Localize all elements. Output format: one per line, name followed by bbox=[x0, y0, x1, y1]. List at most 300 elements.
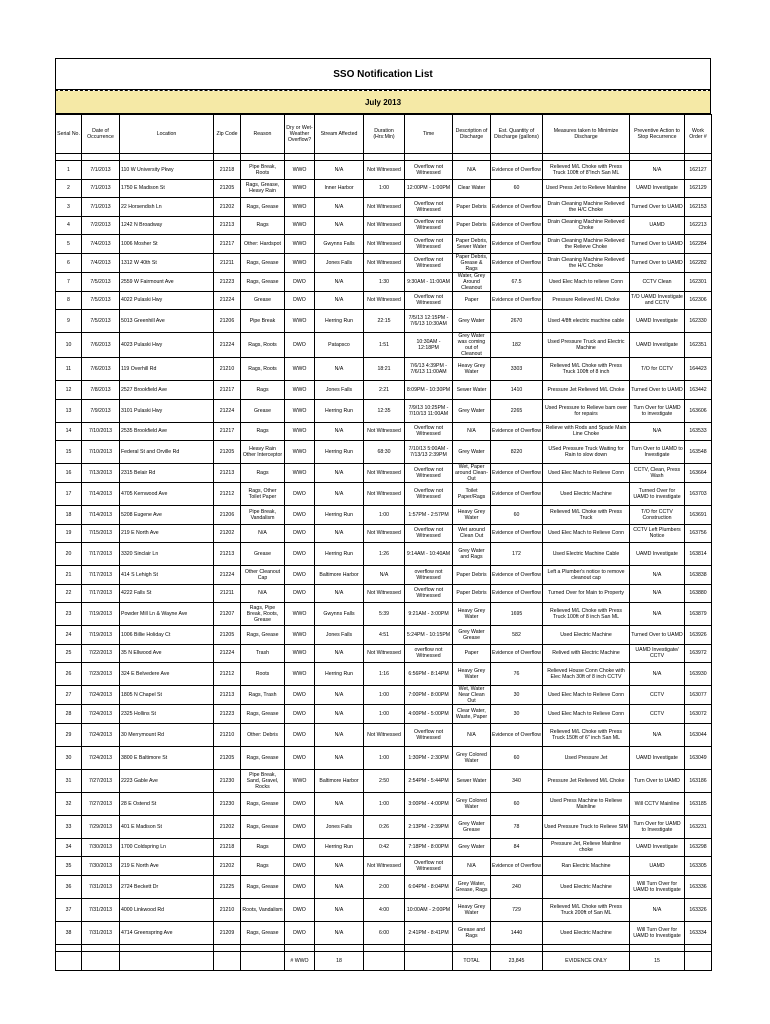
table-cell: Used Pressure Truck and Electric Machine bbox=[543, 333, 630, 358]
table-cell: 110 W University Pkwy bbox=[120, 161, 214, 180]
table-cell: N/A bbox=[315, 875, 364, 898]
table-cell: 15 bbox=[56, 441, 82, 464]
table-cell: 4:00PM - 5:00PM bbox=[405, 705, 453, 724]
table-cell: Not Witnessed bbox=[364, 644, 405, 663]
empty-cell bbox=[630, 944, 685, 951]
table-cell: N/A bbox=[315, 524, 364, 543]
table-cell: overflow not Witnessed bbox=[405, 566, 453, 585]
table-cell: 26 bbox=[56, 663, 82, 686]
table-row bbox=[56, 310, 712, 333]
table-cell: N/A bbox=[453, 422, 491, 441]
table-cell: Will CCTV Mainline bbox=[630, 792, 685, 815]
table-cell: 28 E Ostend St bbox=[120, 792, 214, 815]
table-cell: T/O UAMD Investigate and CCTV bbox=[630, 291, 685, 310]
table-cell: Overflow not Witnessed bbox=[405, 198, 453, 217]
table-cell: 6:56PM - 8:14PM bbox=[405, 663, 453, 686]
table-cell: Will Turn Over for UAMD to Investigate bbox=[630, 921, 685, 944]
table-cell: Rags bbox=[241, 216, 285, 235]
table-cell: 30 bbox=[491, 686, 543, 705]
table-row bbox=[56, 441, 712, 464]
table-cell: Evidence of Overflow bbox=[491, 483, 543, 506]
table-cell: 163880 bbox=[685, 584, 712, 603]
table-cell: 162129 bbox=[685, 179, 712, 198]
table-cell: Pipe Break, Vandalism bbox=[241, 506, 285, 525]
table-cell: Used Pressure Truck to Relieve SIM bbox=[543, 815, 630, 838]
table-cell: 21209 bbox=[214, 921, 241, 944]
table-cell: Jones Falls bbox=[315, 253, 364, 272]
table-cell: 60 bbox=[491, 792, 543, 815]
sso-notification-sheet bbox=[55, 58, 711, 971]
table-cell: 7/8/2013 bbox=[82, 381, 120, 400]
table-cell: N/A bbox=[315, 161, 364, 180]
table-cell: N/A bbox=[453, 161, 491, 180]
table-cell: Used 4/8ft electric machine cable bbox=[543, 310, 630, 333]
table-row bbox=[56, 399, 712, 422]
table-cell: UAMD Investigate/ CCTV bbox=[630, 644, 685, 663]
table-cell: 163548 bbox=[685, 441, 712, 464]
table-row bbox=[56, 235, 712, 254]
table-cell: DWO bbox=[285, 723, 315, 746]
table-cell: 6:04PM - 8:04PM bbox=[405, 875, 453, 898]
table-cell: 68:30 bbox=[364, 441, 405, 464]
table-cell: overflow not Witnessed bbox=[405, 644, 453, 663]
table-cell: 21202 bbox=[214, 524, 241, 543]
table-cell: 19 bbox=[56, 524, 82, 543]
table-cell: 7/10/13 5:00AM - 7/13/13 2:39PM bbox=[405, 441, 453, 464]
table-cell: Rags, Grease bbox=[241, 272, 285, 291]
table-cell: Grey Water, Grease, Rags bbox=[453, 875, 491, 898]
table-cell: 21205 bbox=[214, 179, 241, 198]
table-cell: Relieved M/L Choke with Press Truck 100ft of 8 inch San ML bbox=[543, 603, 630, 626]
table-cell: Relieved House Conn Choke with Elec Mach 30ft of 8 inch CCTV bbox=[543, 663, 630, 686]
table-cell: Overflow not Witnessed bbox=[405, 422, 453, 441]
table-cell: Turned Over to UAMD bbox=[630, 381, 685, 400]
empty-cell bbox=[285, 944, 315, 951]
table-cell: 7/10/2013 bbox=[82, 441, 120, 464]
table-cell: 163879 bbox=[685, 603, 712, 626]
table-row bbox=[56, 644, 712, 663]
table-cell: 2559 W Fairmount Ave bbox=[120, 272, 214, 291]
table-cell: 7/31/2013 bbox=[82, 898, 120, 921]
table-cell: Grey Water and Rags bbox=[453, 543, 491, 566]
table-cell: WWO bbox=[285, 161, 315, 180]
table-cell: 1:51 bbox=[364, 333, 405, 358]
table-cell: Grey Water was coming out of Cleanout bbox=[453, 333, 491, 358]
table-cell: CCTV, Clean, Press Wash bbox=[630, 464, 685, 483]
empty-cell bbox=[56, 944, 82, 951]
table-cell: 219 E North Ave bbox=[120, 524, 214, 543]
table-cell: Federal St and Orville Rd bbox=[120, 441, 214, 464]
table-cell: 172 bbox=[491, 543, 543, 566]
table-cell: 162351 bbox=[685, 333, 712, 358]
table-cell: 21230 bbox=[214, 792, 241, 815]
table-cell: 3303 bbox=[491, 358, 543, 381]
table-row bbox=[56, 626, 712, 645]
table-cell: 21224 bbox=[214, 333, 241, 358]
table-cell: Turned Over for UAMD to investigate bbox=[630, 483, 685, 506]
table-cell: 7/1/2013 bbox=[82, 198, 120, 217]
table-cell: DWO bbox=[285, 815, 315, 838]
table-cell: 9 bbox=[56, 310, 82, 333]
table-cell: 163077 bbox=[685, 686, 712, 705]
table-cell: N/A bbox=[453, 857, 491, 876]
table-cell: Evidence of Overflow bbox=[491, 584, 543, 603]
table-cell: Overflow not Witnessed bbox=[405, 216, 453, 235]
table-cell: 6:00 bbox=[364, 921, 405, 944]
table-cell: Not Witnessed bbox=[364, 524, 405, 543]
table-cell: 163298 bbox=[685, 838, 712, 857]
table-cell: Overflow not Witnessed bbox=[405, 235, 453, 254]
table-cell: Grease and Rags bbox=[453, 921, 491, 944]
table-row bbox=[56, 179, 712, 198]
summary-row bbox=[56, 951, 712, 970]
table-cell: 163231 bbox=[685, 815, 712, 838]
table-cell: Not Witnessed bbox=[364, 291, 405, 310]
table-cell: 2:41PM - 8:41PM bbox=[405, 921, 453, 944]
column-header: Zip Code bbox=[214, 115, 241, 154]
table-cell: 8220 bbox=[491, 441, 543, 464]
table-cell: N/A bbox=[630, 723, 685, 746]
table-cell: 21224 bbox=[214, 399, 241, 422]
table-cell: Rags, Other Toilet Paper bbox=[241, 483, 285, 506]
empty-cell bbox=[315, 944, 364, 951]
table-cell: Not Witnessed bbox=[364, 253, 405, 272]
table-cell: 324 E Belvedere Ave bbox=[120, 663, 214, 686]
table-cell: UAMD Investigate bbox=[630, 333, 685, 358]
table-row bbox=[56, 857, 712, 876]
empty-cell bbox=[56, 154, 82, 161]
table-cell: Herring Run bbox=[315, 441, 364, 464]
table-cell: Jones Falls bbox=[315, 626, 364, 645]
table-cell: Paper Debris, Grease & Rags bbox=[453, 253, 491, 272]
table-cell: WWO bbox=[285, 358, 315, 381]
table-cell: 5:24PM - 10:15PM bbox=[405, 626, 453, 645]
table-cell: Clear Water, Waste, Paper bbox=[453, 705, 491, 724]
table-cell: 6 bbox=[56, 253, 82, 272]
table-cell: N/A bbox=[315, 584, 364, 603]
table-cell: 2724 Beckett Dr bbox=[120, 875, 214, 898]
table-row bbox=[56, 584, 712, 603]
column-header: Work Order # bbox=[685, 115, 712, 154]
table-cell: Evidence of Overflow bbox=[491, 524, 543, 543]
table-cell: 33 bbox=[56, 815, 82, 838]
table-cell: 5208 Eugene Ave bbox=[120, 506, 214, 525]
table-cell: Overflow not Witnessed bbox=[405, 723, 453, 746]
table-cell: N/A bbox=[630, 603, 685, 626]
table-cell: Rags bbox=[241, 381, 285, 400]
table-cell: 5 bbox=[56, 235, 82, 254]
table-row bbox=[56, 921, 712, 944]
empty-cell bbox=[685, 951, 712, 970]
table-cell: 7/24/2013 bbox=[82, 705, 120, 724]
table-cell: 2:13PM - 2:39PM bbox=[405, 815, 453, 838]
column-header: Stream Affected bbox=[315, 115, 364, 154]
table-cell: WWO bbox=[285, 626, 315, 645]
table-cell: 7/24/2013 bbox=[82, 686, 120, 705]
table-cell: 21202 bbox=[214, 815, 241, 838]
table-row bbox=[56, 686, 712, 705]
table-cell: 7/5/2013 bbox=[82, 272, 120, 291]
table-cell: WWO bbox=[285, 310, 315, 333]
table-cell: DWO bbox=[285, 746, 315, 769]
table-cell: 163326 bbox=[685, 898, 712, 921]
table-cell: 2265 bbox=[491, 399, 543, 422]
table-cell: N/A bbox=[453, 723, 491, 746]
table-cell: Rags, Grease bbox=[241, 198, 285, 217]
empty-cell bbox=[405, 944, 453, 951]
table-cell: Roots, Vandalism bbox=[241, 898, 285, 921]
table-cell: 1700 Coldspring Ln bbox=[120, 838, 214, 857]
table-cell: Water, Grey Around Cleanout bbox=[453, 272, 491, 291]
table-cell: 401 E Madison St bbox=[120, 815, 214, 838]
table-cell: 7/31/2013 bbox=[82, 921, 120, 944]
table-cell: 30 bbox=[491, 705, 543, 724]
table-cell: 21212 bbox=[214, 483, 241, 506]
table-cell: N/A bbox=[315, 644, 364, 663]
table-cell: N/A bbox=[315, 216, 364, 235]
table-cell: Grey Water bbox=[453, 441, 491, 464]
table-cell: N/A bbox=[630, 663, 685, 686]
table-cell: 9:30AM - 11:00AM bbox=[405, 272, 453, 291]
table-cell: Heavy Grey Water bbox=[453, 663, 491, 686]
table-cell: 3101 Pulaski Hwy bbox=[120, 399, 214, 422]
table-cell: Inner Harbor bbox=[315, 179, 364, 198]
table-cell: 1695 bbox=[491, 603, 543, 626]
table-cell: 2:50 bbox=[364, 769, 405, 792]
table-cell: 7/14/2013 bbox=[82, 483, 120, 506]
table-cell: N/A bbox=[630, 898, 685, 921]
table-cell: Not Witnessed bbox=[364, 483, 405, 506]
table-cell: 7/15/2013 bbox=[82, 524, 120, 543]
table-cell: 1 bbox=[56, 161, 82, 180]
table-cell: 163756 bbox=[685, 524, 712, 543]
table-cell: 162153 bbox=[685, 198, 712, 217]
table-cell: 2315 Belair Rd bbox=[120, 464, 214, 483]
table-cell: 1:30 bbox=[364, 272, 405, 291]
table-row bbox=[56, 898, 712, 921]
table-cell: 2325 Hollins St bbox=[120, 705, 214, 724]
table-cell: 16 bbox=[56, 464, 82, 483]
table-cell: Rags, Roots bbox=[241, 358, 285, 381]
table-cell: 7/17/2013 bbox=[82, 566, 120, 585]
table-cell: 4 bbox=[56, 216, 82, 235]
table-cell: 14 bbox=[56, 422, 82, 441]
table-cell: Relived with Electric Machine bbox=[543, 644, 630, 663]
table-cell: 162330 bbox=[685, 310, 712, 333]
empty-cell bbox=[241, 951, 285, 970]
table-cell: DWO bbox=[285, 291, 315, 310]
table-cell: 7/31/2013 bbox=[82, 875, 120, 898]
table-row bbox=[56, 723, 712, 746]
table-cell: Rags, Grease bbox=[241, 746, 285, 769]
empty-cell bbox=[214, 154, 241, 161]
table-cell: Heavy Rain Other Interceptor bbox=[241, 441, 285, 464]
table-cell: 10 bbox=[56, 333, 82, 358]
table-cell: N/A bbox=[315, 705, 364, 724]
table-cell: UAMD Investigate bbox=[630, 543, 685, 566]
table-cell: Rags, Grease bbox=[241, 815, 285, 838]
table-cell: 21205 bbox=[214, 746, 241, 769]
table-cell: Turned Over for Main to Property bbox=[543, 584, 630, 603]
table-cell: Roots bbox=[241, 663, 285, 686]
table-cell: 2535 Brookfield Ave bbox=[120, 422, 214, 441]
table-cell: 2:54PM - 5:44PM bbox=[405, 769, 453, 792]
table-cell: Evidence of Overflow bbox=[491, 723, 543, 746]
table-body bbox=[56, 154, 712, 971]
table-row bbox=[56, 358, 712, 381]
table-cell: Drain Cleaning Machine Relieved the Relieve Choke bbox=[543, 235, 630, 254]
empty-cell bbox=[120, 951, 214, 970]
table-cell: CCTV Left Plumbers Notice bbox=[630, 524, 685, 543]
table-cell: 21213 bbox=[214, 543, 241, 566]
table-cell: 21225 bbox=[214, 875, 241, 898]
table-cell: N/A bbox=[630, 422, 685, 441]
table-cell: 34 bbox=[56, 838, 82, 857]
table-cell: Pressure Jet, Relieve Mainline choke bbox=[543, 838, 630, 857]
table-cell: DWO bbox=[285, 524, 315, 543]
table-cell: Turn Over for UAMD to Investigate bbox=[630, 815, 685, 838]
table-cell: 30 Merrymount Rd bbox=[120, 723, 214, 746]
table-cell: Jones Falls bbox=[315, 815, 364, 838]
table-cell: 1:00 bbox=[364, 686, 405, 705]
table-cell: Overflow not Witnessed bbox=[405, 857, 453, 876]
table-cell: 3320 Sinclair Ln bbox=[120, 543, 214, 566]
table-cell: DWO bbox=[285, 506, 315, 525]
table-cell: Herring Run bbox=[315, 838, 364, 857]
table-cell: Not Witnessed bbox=[364, 161, 405, 180]
table-cell: 18 bbox=[56, 506, 82, 525]
table-cell: Overflow not Witnessed bbox=[405, 464, 453, 483]
table-cell: Used Elec Mach to Relieve Conn bbox=[543, 464, 630, 483]
table-row bbox=[56, 272, 712, 291]
table-cell: 21211 bbox=[214, 253, 241, 272]
table-cell: N/A bbox=[315, 464, 364, 483]
empty-cell bbox=[491, 944, 543, 951]
table-cell: 60 bbox=[491, 746, 543, 769]
table-cell: DWO bbox=[285, 483, 315, 506]
table-cell: 7/10/2013 bbox=[82, 422, 120, 441]
table-cell: Rags, Grease bbox=[241, 705, 285, 724]
table-cell: DWO bbox=[285, 705, 315, 724]
table-cell: Used Electric Machine Cable bbox=[543, 543, 630, 566]
table-cell: 21223 bbox=[214, 705, 241, 724]
table-cell: 1805 N Chapel St bbox=[120, 686, 214, 705]
table-cell: 3:00PM - 4:00PM bbox=[405, 792, 453, 815]
table-cell: 21230 bbox=[214, 769, 241, 792]
table-cell: 21224 bbox=[214, 566, 241, 585]
table-cell: 9:21AM - 3:00PM bbox=[405, 603, 453, 626]
table-cell: 37 bbox=[56, 898, 82, 921]
table-cell: 219 E North Ave bbox=[120, 857, 214, 876]
table-cell: Evidence of Overflow bbox=[491, 644, 543, 663]
table-cell: 21211 bbox=[214, 584, 241, 603]
empty-cell bbox=[405, 154, 453, 161]
empty-cell bbox=[82, 154, 120, 161]
table-cell: Baltimore Harbor bbox=[315, 566, 364, 585]
table-cell: 162306 bbox=[685, 291, 712, 310]
table-cell: Evidence of Overflow bbox=[491, 253, 543, 272]
spacer-row bbox=[56, 944, 712, 951]
table-cell: 582 bbox=[491, 626, 543, 645]
table-cell: 17 bbox=[56, 483, 82, 506]
table-cell: Paper Debris bbox=[453, 198, 491, 217]
table-cell: 4000 Linkwood Rd bbox=[120, 898, 214, 921]
table-cell: 32 bbox=[56, 792, 82, 815]
column-header: Date of Occurrence bbox=[82, 115, 120, 154]
table-cell: 1006 Billie Holiday Ct bbox=[120, 626, 214, 645]
table-cell: WWO bbox=[285, 179, 315, 198]
table-cell: N/A bbox=[315, 291, 364, 310]
table-cell: Paper Debris, Sewer Water bbox=[453, 235, 491, 254]
table-cell: UAMD Investigate bbox=[630, 310, 685, 333]
table-cell: 21218 bbox=[214, 161, 241, 180]
table-cell: 7/2/2013 bbox=[82, 216, 120, 235]
table-cell: 163930 bbox=[685, 663, 712, 686]
table-cell: 76 bbox=[491, 663, 543, 686]
table-row bbox=[56, 524, 712, 543]
table-cell: Left a Plumber's notice to remove cleanout cap bbox=[543, 566, 630, 585]
table-cell: Evidence of Overflow bbox=[491, 161, 543, 180]
table-cell: Paper bbox=[453, 291, 491, 310]
table-cell: 7/6/13 4:39PM - 7/6/13 11:00AM bbox=[405, 358, 453, 381]
table-cell: DWO bbox=[285, 857, 315, 876]
table-cell: Wet, Water Near Clean Out bbox=[453, 686, 491, 705]
table-cell: 7/4/2013 bbox=[82, 253, 120, 272]
table-cell: WWO bbox=[285, 464, 315, 483]
table-cell: N/A bbox=[315, 921, 364, 944]
table-cell: Paper Debris bbox=[453, 566, 491, 585]
table-cell: 22:15 bbox=[364, 310, 405, 333]
empty-cell bbox=[82, 951, 120, 970]
empty-cell bbox=[685, 154, 712, 161]
table-cell: 7/19/2013 bbox=[82, 626, 120, 645]
column-header: Description of Discharge bbox=[453, 115, 491, 154]
table-cell: Drain Cleaning Machine Relieved the H/C Choke bbox=[543, 253, 630, 272]
table-cell: 162213 bbox=[685, 216, 712, 235]
table-cell: Rags, Roots bbox=[241, 333, 285, 358]
table-cell: 21224 bbox=[214, 291, 241, 310]
table-cell: Pressure Relieved ML Choke bbox=[543, 291, 630, 310]
table-cell: 7/9/13 10:25PM - 7/10/13 11:00AM bbox=[405, 399, 453, 422]
empty-cell bbox=[364, 154, 405, 161]
empty-cell bbox=[364, 944, 405, 951]
table-cell: Turn Over for UAMD to investigate bbox=[630, 399, 685, 422]
table-cell: 4222 Falls St bbox=[120, 584, 214, 603]
table-cell: 24 bbox=[56, 626, 82, 645]
table-cell: WWO bbox=[285, 663, 315, 686]
table-cell: N/A bbox=[315, 898, 364, 921]
column-header: Preventive Action to Stop Recurrence bbox=[630, 115, 685, 154]
table-cell: 21205 bbox=[214, 441, 241, 464]
column-header: Time bbox=[405, 115, 453, 154]
table-cell: 36 bbox=[56, 875, 82, 898]
document-title: SSO Notification List bbox=[55, 58, 711, 90]
table-cell: 0:26 bbox=[364, 815, 405, 838]
table-cell: Other: Hardspot bbox=[241, 235, 285, 254]
empty-cell bbox=[120, 154, 214, 161]
empty-cell bbox=[214, 944, 241, 951]
table-cell: 7:18PM - 8:00PM bbox=[405, 838, 453, 857]
table-cell: 38 bbox=[56, 921, 82, 944]
table-cell: Paper Debris bbox=[453, 216, 491, 235]
table-cell: Herring Run bbox=[315, 663, 364, 686]
table-cell: N/A bbox=[241, 524, 285, 543]
table-cell: DWO bbox=[285, 543, 315, 566]
table-cell: Powder Mill Ln & Wayne Ave bbox=[120, 603, 214, 626]
table-cell: 4705 Kernwood Ave bbox=[120, 483, 214, 506]
table-cell: Rags bbox=[241, 464, 285, 483]
table-cell: WWO bbox=[285, 441, 315, 464]
